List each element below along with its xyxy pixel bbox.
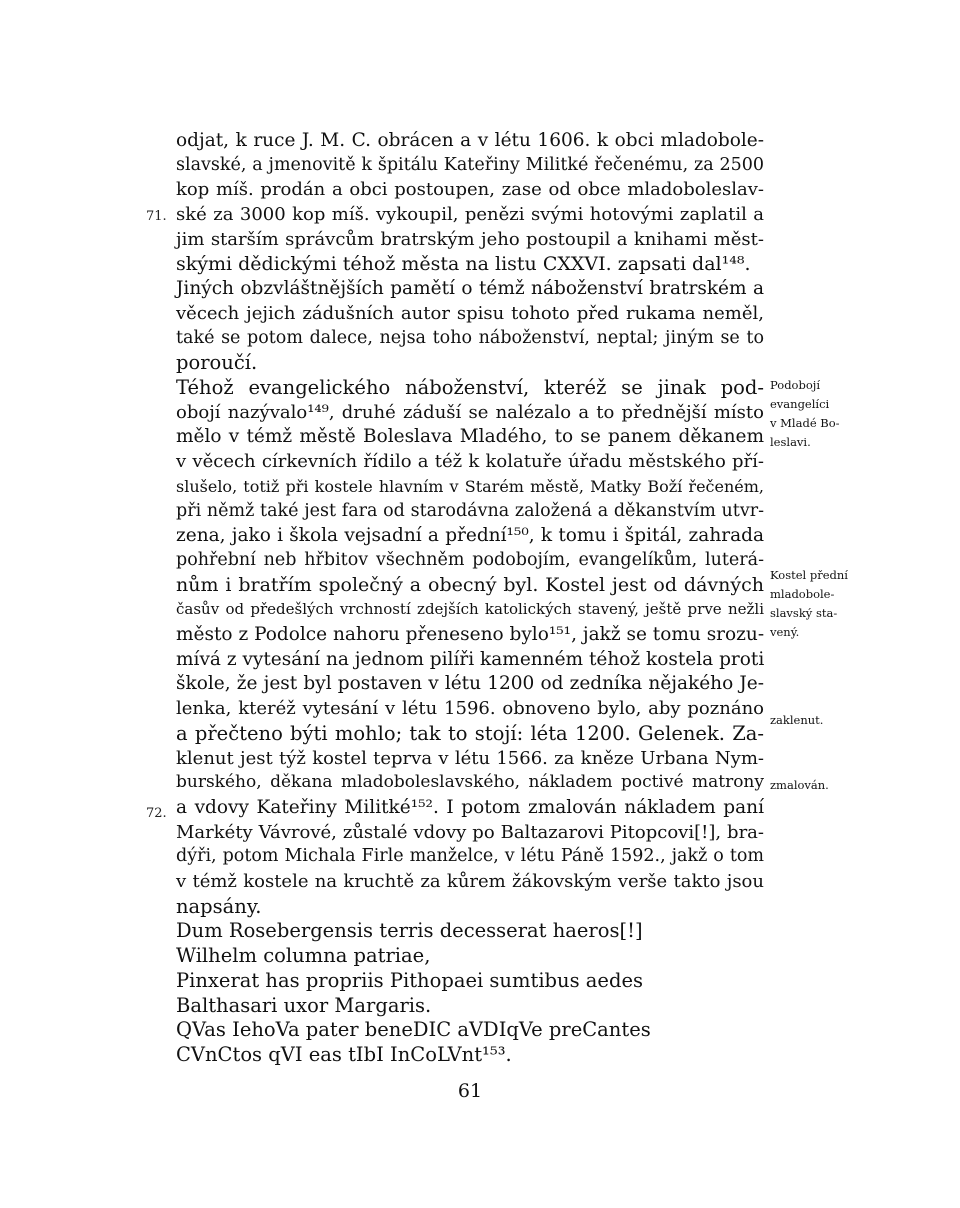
text-line: lenka, kteréž vytesání v létu 1596. obnoveno bylo, aby poznáno — [176, 698, 764, 719]
verse-line: Pinxerat has propriis Pithopaei sumtibus aedes — [176, 969, 644, 992]
margin-note-line: leslavi. — [770, 435, 811, 449]
text-line: poroučí. — [176, 351, 258, 374]
text-line: a přečteno býti mohlo; tak to stojí: léta 1200. Gelenek. Za- — [176, 722, 764, 745]
text-line: také se potom dalece, nejsa toho náboženství, neptal; jiným se to — [176, 328, 764, 348]
text-line: mívá z vytesání na jednom pilíři kamenném téhož kostela proti — [176, 649, 765, 670]
margin-line-number: 72. — [146, 806, 167, 821]
text-line: Markéty Vávrové, zůstalé vdovy po Baltazarovi Pitopcovi[!], bra- — [176, 822, 764, 843]
margin-note-line: Podobojí — [770, 378, 821, 392]
text-line: škole, že jest byl postaven v létu 1200 od zedníka nějakého Je- — [176, 673, 764, 694]
text-line: nům i bratřím společný a obecný byl. Kostel jest od dávných — [176, 574, 764, 596]
text-line: mělo v témž městě Boleslava Mladého, to se panem děkanem — [176, 426, 764, 447]
margin-note-line: v Mladé Bo- — [770, 416, 840, 430]
margin-note-line: zmalován. — [770, 778, 829, 792]
page-number: 61 — [457, 1080, 483, 1102]
margin-note-line: zaklenut. — [770, 713, 824, 727]
text-line: Jiných obzvláštnějších pamětí o témž náboženství bratrském a — [176, 278, 764, 299]
margin-note — [770, 711, 950, 730]
text-line: slavské, a jmenovitě k špitálu Kateřiny Militké řečenému, za 2500 — [176, 155, 764, 175]
text-line: dýři, potom Michala Firle manželce, v létu Páně 1592., jakž o tom — [176, 846, 764, 866]
text-line: zena, jako i škola vejsadní a přední¹⁵⁰, k tomu i špitál, zahrada — [176, 525, 764, 546]
text-line: věcech jejich zádušních autor spisu tohoto před rukama neměl, — [176, 303, 764, 324]
text-line: skými dědickými téhož města na listu CXXVI. zapsati dal¹⁴⁸. — [176, 253, 751, 275]
text-line: odjat, k ruce J. M. C. obrácen a v létu 1606. k obci mladobole- — [176, 130, 764, 151]
text-line: v věcech církevních řídilo a též k kolatuře úřadu městského pří- — [176, 451, 764, 472]
text-line: pohřební neb hřbitov všechněm podobojím, evangelíkům, luterá- — [176, 550, 764, 570]
verse-line: Balthasari uxor Margaris. — [176, 994, 432, 1017]
text-line: časův od předešlých vrchností zdejších katolických stavený, ještě prve nežli — [176, 600, 764, 618]
margin-line-number: 71. — [146, 209, 167, 224]
text-line: klenut jest týž kostel teprva v létu 1566. za kněze Urbana Nym- — [176, 748, 764, 769]
margin-note — [770, 566, 950, 642]
verse-line: Dum Rosebergensis terris decesserat haeros[!] — [176, 919, 643, 942]
text-line: v témž kostele na kruchtě za kůrem žákovským verše takto jsou — [176, 871, 764, 892]
text-line: ské za 3000 kop míš. vykoupil, penězi svými hotovými zaplatil a — [176, 204, 764, 225]
text-line: město z Podolce nahoru přeneseno bylo¹⁵¹, jakž se tomu srozu- — [176, 624, 765, 645]
margin-note-line: vený. — [770, 625, 800, 639]
margin-note-line: mladobole- — [770, 587, 835, 601]
margin-note-line: Kostel přední — [770, 568, 848, 582]
margin-note-line: slavský sta- — [770, 606, 838, 620]
text-line: napsány. — [176, 895, 262, 918]
verse-line: Wilhelm columna patriae, — [176, 944, 431, 967]
text-line: a vdovy Kateřiny Militké¹⁵². I potom zmalován nákladem paní — [176, 797, 764, 818]
text-line: při němž také jest fara od starodávna založená a děkanstvím utvr- — [176, 501, 764, 521]
text-line: obojí nazývalo¹⁴⁹, druhé záduší se nalézalo a to přednější místo — [176, 402, 764, 423]
margin-note — [770, 376, 950, 452]
margin-note — [770, 776, 950, 795]
verse-line: CVnCtos qVI eas tIbI InCoLVnt¹⁵³. — [176, 1043, 512, 1066]
text-line: jim starším správcům bratrským jeho postoupil a knihami měst- — [176, 229, 764, 250]
text-line: slušelo, totiž při kostele hlavním v Starém městě, Matky Boží řečeném, — [176, 477, 764, 496]
text-line: Téhož evangelického náboženství, kteréž se jinak pod- — [176, 376, 764, 399]
verse-line: QVas IehoVa pater beneDIC aVDIqVe preCantes — [176, 1018, 651, 1041]
margin-note-line: evangelíci — [770, 397, 830, 411]
text-line: burského, děkana mladoboleslavského, nákladem poctivé matrony — [176, 772, 764, 792]
text-line: kop míš. prodán a obci postoupen, zase od obce mladoboleslav- — [176, 179, 764, 200]
